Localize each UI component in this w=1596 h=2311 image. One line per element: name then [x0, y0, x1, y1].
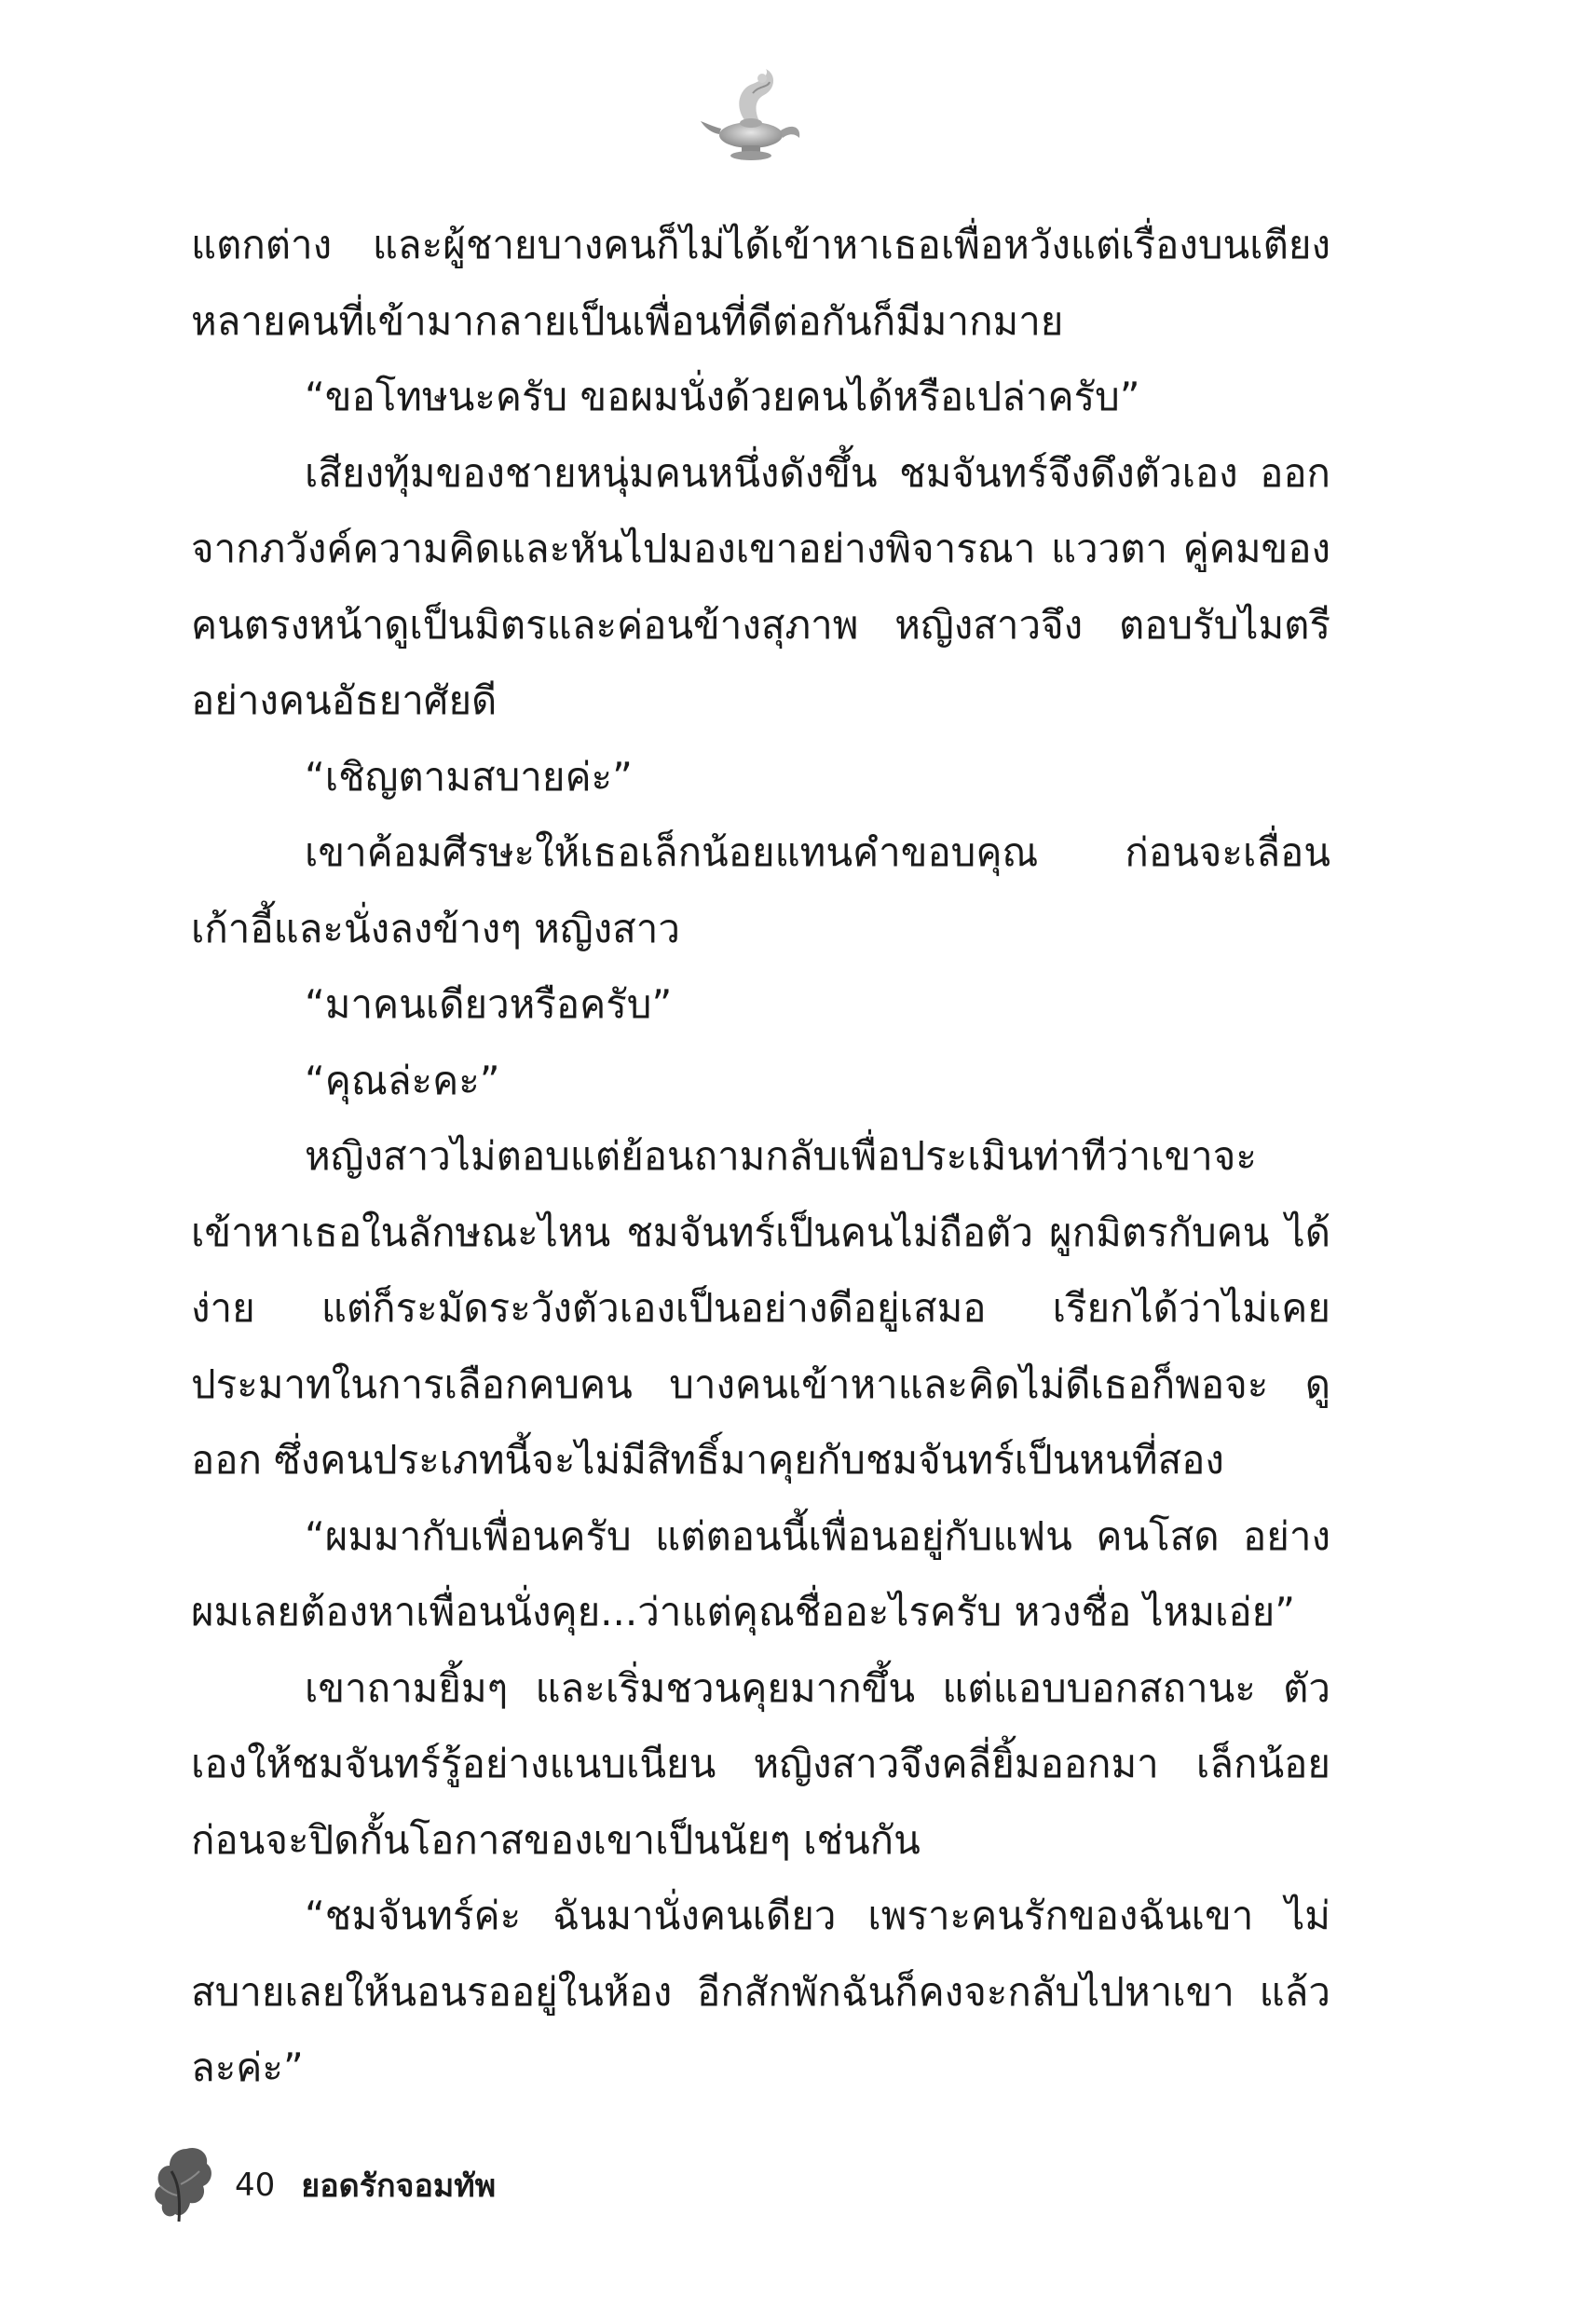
paragraph: “เชิญตามสบายค่ะ”: [305, 753, 633, 800]
page-number: 40: [235, 2167, 276, 2204]
genie-lamp-icon: [697, 65, 809, 168]
paragraph: เขาถามยิ้มๆ และเริ่มชวนคุยมากขึ้น แต่แอบบอกสถานะ ตัวเองให้ชมจันทร์รู้อย่างแนบเนียน หญิงสาวจึงคลี่ยิ้มออกมา เล็กน้อย ก่อนจะปิดกั้นโอกาสของเขาเป็นนัยๆ เช่นกัน: [191, 1664, 1330, 1863]
paragraph: “ผมมากับเพื่อนครับ แต่ตอนนี้เพื่อนอยู่กับแฟน คนโสด อย่างผมเลยต้องหาเพื่อนนั่งคุย...ว่าแต่คุณชื่ออะไรครับ หวงชื่อ ไหมเอ่ย”: [191, 1512, 1330, 1634]
book-title: ยอดรักจอมทัพ: [301, 2167, 497, 2205]
page-footer: [149, 2143, 496, 2227]
paragraph: “คุณล่ะคะ”: [305, 1057, 500, 1103]
body-text: [191, 207, 1330, 2106]
vine-leaf-icon: [149, 2143, 216, 2227]
paragraph: เขาค้อมศีรษะให้เธอเล็กน้อยแทนคำขอบคุณ ก่อนจะเลื่อน เก้าอี้และนั่งลงข้างๆ หญิงสาว: [191, 829, 1330, 951]
paragraph: “มาคนเดียวหรือครับ”: [305, 981, 673, 1027]
paragraph: “ขอโทษนะครับ ขอผมนั่งด้วยคนได้หรือเปล่าครับ”: [305, 374, 1140, 419]
paragraph: แตกต่าง และผู้ชายบางคนก็ไม่ได้เข้าหาเธอเพื่อหวังแต่เรื่องบนเตียง หลายคนที่เข้ามากลายเป็นเพื่อนที่ดีต่อกันก็มีมากมาย: [191, 222, 1330, 344]
paragraph: เสียงทุ้มของชายหนุ่มคนหนึ่งดังขึ้น ชมจันทร์จึงดึงตัวเอง ออกจากภวังค์ความคิดและหันไปมองเขาอย่างพิจารณา แววตา คู่คมของคนตรงหน้าดูเป็นมิตรและค่อนข้างสุภาพ หญิงสาวจึง ตอบรับไมตรีอย่างคนอัธยาศัยดี: [191, 449, 1330, 723]
paragraph: “ชมจันทร์ค่ะ ฉันมานั่งคนเดียว เพราะคนรักของฉันเขา ไม่สบายเลยให้นอนรออยู่ในห้อง อีกสักพักฉันก็คงจะกลับไปหาเขา แล้วละค่ะ”: [191, 1893, 1330, 2090]
paragraph: หญิงสาวไม่ตอบแต่ย้อนถามกลับเพื่อประเมินท่าทีว่าเขาจะ เข้าหาเธอในลักษณะไหน ชมจันทร์เป็นคนไม่ถือตัว ผูกมิตรกับคน ได้ง่าย แต่ก็ระมัดระวังตัวเองเป็นอย่างดีอยู่เสมอ เรียกได้ว่าไม่เคย ประมาทในการเลือกคบคน บางคนเข้าหาและคิดไม่ดีเธอก็พอจะ ดูออก ซึ่งคนประเภทนี้จะไม่มีสิทธิ์มาคุยกับชมจันทร์เป็นหนที่สอง: [191, 1133, 1330, 1483]
